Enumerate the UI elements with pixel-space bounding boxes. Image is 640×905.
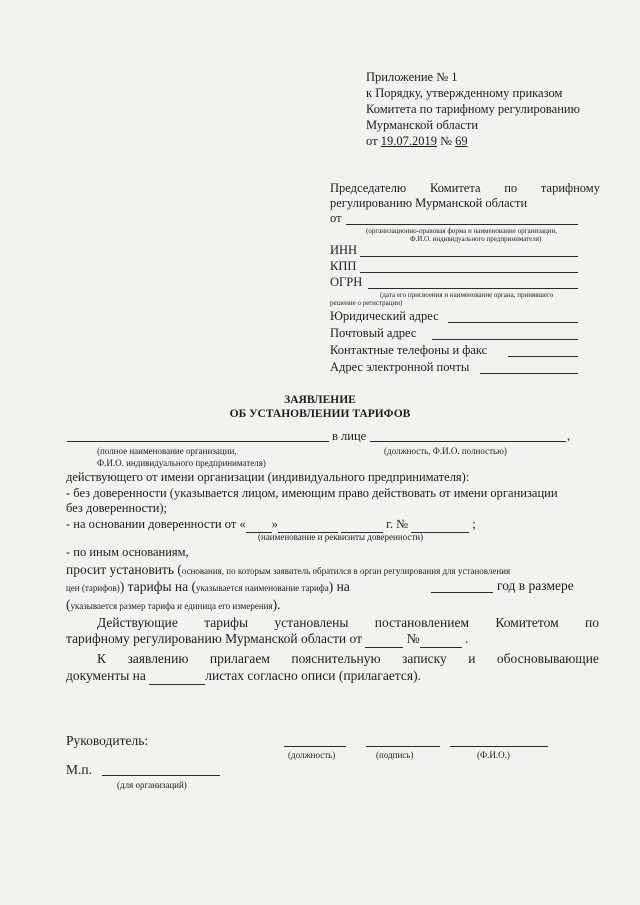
org-name-field[interactable] xyxy=(67,441,329,442)
stamp-hint: (для организаций) xyxy=(117,780,187,790)
from-field[interactable] xyxy=(346,224,578,225)
proxy-day-field[interactable] xyxy=(246,517,272,533)
inn-field[interactable] xyxy=(360,256,578,257)
request-line-2: цен (тарифов)) тарифы на (указывается наименование тарифа) на xyxy=(66,579,350,594)
decree-date-field[interactable] xyxy=(365,631,403,648)
appendix-line-4: Мурманской области xyxy=(366,118,479,132)
proxy-year-field[interactable] xyxy=(341,517,383,533)
from-hint-2: Ф.И.О. индивидуального предпринимателя) xyxy=(410,235,542,243)
request-year-label: год в размере xyxy=(497,578,574,593)
decree-number-field[interactable] xyxy=(420,631,462,648)
proxy-number-field[interactable] xyxy=(411,517,469,533)
no-proxy-line-2: без доверенности); xyxy=(66,501,168,515)
phones-field[interactable] xyxy=(508,356,578,357)
title-line-1: ЗАЯВЛЕНИЕ xyxy=(284,394,356,406)
title-line-2: ОБ УСТАНОВЛЕНИИ ТАРИФОВ xyxy=(229,408,411,420)
appendix-date: 19.07.2019 xyxy=(380,134,437,148)
attachment-line-2: документы на листах согласно описи (прилагается). xyxy=(66,668,421,683)
attachment-line-1: К заявлению прилагаем пояснительную записку и обосновывающие xyxy=(97,651,599,666)
org-hint-1: (полное наименование организации, xyxy=(97,446,237,456)
ogrn-field[interactable] xyxy=(368,288,578,289)
appendix-line-1: Приложение № 1 xyxy=(366,70,458,84)
appendix-line-2: к Порядку, утвержденному приказом xyxy=(366,86,563,100)
acting-line: действующего от имени организации (индивидуального предпринимателя): xyxy=(66,470,470,484)
signature-hint: (подпись) xyxy=(376,750,414,760)
stamp-field[interactable] xyxy=(102,775,220,776)
appendix-line-3: Комитета по тарифному регулированию xyxy=(366,102,580,116)
legal-address-field[interactable] xyxy=(448,322,578,323)
addressee-line-2: регулированию Мурманской области xyxy=(330,196,528,210)
kpp-field[interactable] xyxy=(360,272,578,273)
addressee-line-1: Председателю Комитета по тарифному xyxy=(330,181,600,195)
ogrn-hint-2: решение о регистрации) xyxy=(330,299,403,307)
ogrn-label: ОГРН xyxy=(330,275,363,289)
inn-label: ИНН xyxy=(330,243,358,257)
from-label: от xyxy=(330,211,342,225)
in-person-label: в лице xyxy=(332,429,367,443)
application-form-page: Приложение № 1 к Порядку, утвержденному приказом Комитета по тарифному регулированию Мурманской области от 19.07.2019 № 69 Председателю Комитета по тарифному регулированию Мурманской области от (организационно-правовая форма и наименование организации, Ф.И.О. индивидуального предпринимателя) ИНН КПП ОГРН (дата его присвоения и наименование органа, принявшего решение о регистрации) Юридический адрес Почтовый адрес Контактные телефоны и факс Адрес электронной почты ЗАЯВЛЕНИЕ ОБ УСТАНОВЛЕНИИ ТАРИФОВ в лице , (полное наименование организации, Ф.И.О. индивидуального предпринимателя) (должность, Ф.И.О. полностью) действующего от имени организации (индивидуального предпринимателя): - без доверенности (указывается лицом, имеющим право действовать от имени организации без доверенности); - на основании доверенности от « » г. № ; (наименование и реквизиты доверенности) - по иным основаниям, просит установить (основания, по которым заявитель обратился в орган регулирования для установления цен (тарифов)) тарифы на (указывается наименование тарифа) на год в размере (указывается размер тарифа и единица его измерения). Действующие тарифы установлены постановлением Комитетом по тарифному регулированию Мурманской области от № . К заявлению прилагаем пояснительную записку и обосновывающие документы на листах согласно описи (прилагается). Руководитель: (должность) (подпись) (Ф.И.О.) М.п. (для организаций) xyxy=(0,0,640,905)
email-label: Адрес электронной почты xyxy=(330,360,470,374)
from-hint-1: (организационно-правовая форма и наименование организации, xyxy=(366,227,557,235)
stamp-label: М.п. xyxy=(66,762,92,777)
fio-hint: (Ф.И.О.) xyxy=(477,750,510,760)
postal-address-label: Почтовый адрес xyxy=(330,326,417,340)
tariff-year-field[interactable] xyxy=(431,592,493,593)
email-field[interactable] xyxy=(480,373,578,374)
no-proxy-line-1: - без доверенности (указывается лицом, имеющим право действовать от имени организации xyxy=(66,486,558,500)
other-grounds-line: - по иным основаниям, xyxy=(66,545,189,559)
current-tariffs-line-2: тарифному регулированию Мурманской области от № . xyxy=(66,631,469,646)
appendix-date-line: от 19.07.2019 № 69 xyxy=(366,134,468,148)
position-hint: (должность) xyxy=(288,750,336,760)
position-hint: (должность, Ф.И.О. полностью) xyxy=(384,446,507,456)
request-line-1: просит установить (основания, по которым заявитель обратился в орган регулирования для установления xyxy=(66,562,511,577)
kpp-label: КПП xyxy=(330,259,357,273)
proxy-line: - на основании доверенности от « » г. № ; xyxy=(66,517,476,531)
current-tariffs-line-1: Действующие тарифы установлены постановлением Комитетом по xyxy=(97,615,599,630)
signature-field[interactable] xyxy=(366,746,440,747)
org-hint-2: Ф.И.О. индивидуального предпринимателя) xyxy=(97,458,266,468)
legal-address-label: Юридический адрес xyxy=(330,309,439,323)
sheet-count-field[interactable] xyxy=(149,668,205,685)
representative-field[interactable] xyxy=(370,441,566,442)
request-line-3: (указывается размер тарифа и единица его измерения). xyxy=(66,597,281,612)
proxy-hint: (наименование и реквизиты доверенности) xyxy=(258,532,424,542)
phones-label: Контактные телефоны и факс xyxy=(330,343,488,357)
ogrn-hint-1: (дата его присвоения и наименование органа, принявшего xyxy=(380,291,554,299)
appendix-number: 69 xyxy=(455,134,468,148)
postal-address-field[interactable] xyxy=(432,339,578,340)
head-label: Руководитель: xyxy=(66,733,149,748)
proxy-month-field[interactable] xyxy=(278,517,338,533)
fio-field[interactable] xyxy=(450,746,548,747)
position-field[interactable] xyxy=(284,746,346,747)
